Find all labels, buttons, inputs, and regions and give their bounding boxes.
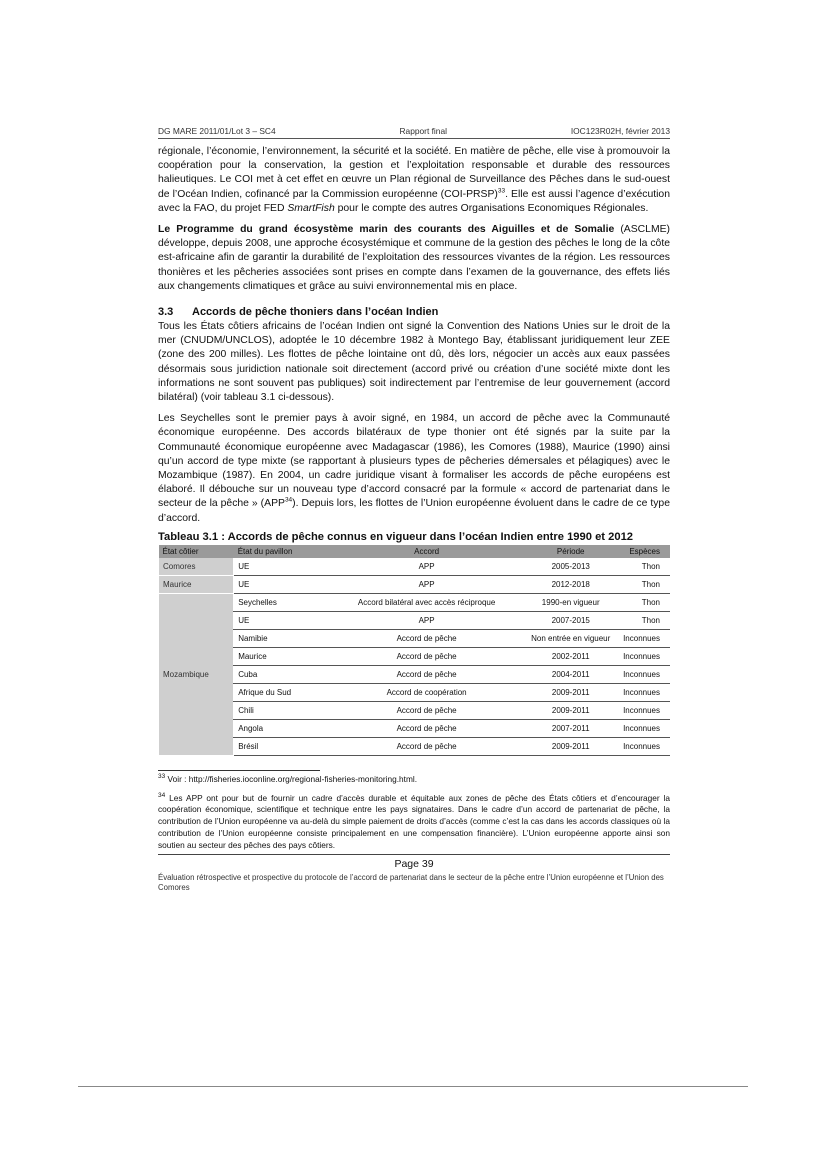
cell-flag: Cuba [234, 665, 331, 683]
cell-agreement: Accord de pêche [330, 647, 523, 665]
header-left: DG MARE 2011/01/Lot 3 – SC4 [158, 126, 276, 136]
footnote-34-number: 34 [158, 791, 166, 799]
cell-flag: Namibie [234, 629, 331, 647]
table-header-row [159, 545, 671, 558]
section-title: Accords de pêche thoniers dans l’océan Indien [192, 306, 439, 319]
table-row [159, 629, 671, 647]
paragraph-seychelles [158, 412, 670, 526]
col-header-flag-state: État du pavillon [234, 545, 331, 558]
cell-species: Inconnues [619, 701, 670, 719]
footnote-ref-34[interactable]: 34 [284, 497, 293, 504]
cell-flag: UE [234, 558, 331, 576]
table-row [159, 683, 671, 701]
cell-agreement: Accord de pêche [330, 629, 523, 647]
section-number: 3.3 [158, 306, 174, 319]
cell-agreement: Accord de pêche [330, 665, 523, 683]
footnote-34-text: Les APP ont pour but de fournir un cadre d’accès durable et équitable aux zones de pêche des États côtiers et d’encourager la coopération économique, scientifique et technique entre les pays signataires. Dans le cadre d’un accord de partenariat de pêche, la contribution de l’Union européenne va au-delà du simple paiement de droits d’accès (comme c’est la cas dans les accords classiques où la contribution de l’Union européenne consiste principalement en une compensation financière). L’Union européenne apporte ainsi son soutien au secteur des pêches des pays côtiers. [158, 792, 670, 850]
footnote-33-text: Voir : http://fisheries.ioconline.org/regional-fisheries-monitoring.html. [165, 773, 418, 784]
footnote-ref-33[interactable]: 33 [497, 187, 506, 195]
document-page [158, 126, 670, 893]
cell-species: Thon [619, 611, 670, 629]
cell-period: 2005-2013 [523, 558, 619, 576]
table-row [159, 593, 671, 611]
footnote-33 [158, 774, 670, 786]
footer-separator [158, 854, 670, 855]
cell-state: Comores [159, 558, 234, 576]
cell-species: Inconnues [619, 683, 670, 701]
cell-flag: Brésil [234, 737, 331, 755]
col-header-coastal-state: État côtier [159, 545, 234, 558]
col-header-agreement: Accord [330, 545, 523, 558]
cell-flag: UE [234, 575, 331, 593]
paragraph-coi-text-b: . Elle est aussi l’agence d’exécution avec la FAO, du projet FED [158, 188, 670, 214]
cell-agreement: Accord de pêche [330, 719, 523, 737]
cell-flag: UE [234, 611, 331, 629]
cell-agreement: APP [330, 558, 523, 576]
cell-period: 2012-2018 [523, 575, 619, 593]
paragraph-coi-text-a: régionale, l’économie, l’environnement, la sécurité et la société. En matière de pêche, elle vise à promouvoir la coopération pour la conservation, la gestion et l’exploitation responsable et durable des ressources halieutiques. Le COI met à cet effet en œuvre un Plan régional de Surveillance des Pêches dans le sud-ouest de l’Océan Indien, cofinancé par la Commission européenne (COI-PRSP) [158, 146, 670, 200]
header-center: Rapport final [399, 126, 447, 136]
cell-period: Non entrée en vigueur [523, 629, 619, 647]
table-row [159, 647, 671, 665]
cell-period: 2009-2011 [523, 701, 619, 719]
cell-period: 1990-en vigueur [523, 593, 619, 611]
paragraph-seychelles-text-a: Les Seychelles sont le premier pays à avoir signé, en 1984, un accord de pêche avec la Communauté économique européenne. Des accords bilatéraux de type thonier ont été signés par la suite par la Communauté économique européenne avec Madagascar (1986), les Comores (1988), Maurice (1990) ainsi qu’un accord de type mixte (se rapportant à plusieurs types de pêcheries démersales et pélagiques) avec le Mozambique (1987). En 2004, un cadre juridique visant à formaliser les accords de pêche européens est élaboré. Il débouche sur un nouveau type d’accord consacré par la formule « accord de partenariat dans le secteur de la pêche » (APP [158, 413, 670, 510]
header-right: IOC123R02H, février 2013 [570, 126, 670, 136]
table-row [159, 665, 671, 683]
cell-state: Maurice [159, 575, 234, 593]
agreements-table [158, 545, 670, 756]
cell-state-mozambique: Mozambique [159, 593, 234, 755]
col-header-period: Période [523, 545, 619, 558]
cell-period: 2007-2011 [523, 719, 619, 737]
cell-agreement: Accord de pêche [330, 701, 523, 719]
cell-agreement: Accord de pêche [330, 737, 523, 755]
cell-agreement: Accord bilatéral avec accès réciproque [330, 593, 523, 611]
cell-agreement: Accord de coopération [330, 683, 523, 701]
col-header-species: Espèces [619, 545, 670, 558]
cell-flag: Seychelles [234, 593, 331, 611]
paragraph-coi-text-c: pour le compte des autres Organisations Economiques Régionales. [334, 202, 649, 214]
footnote-34 [158, 793, 670, 852]
cell-period: 2007-2015 [523, 611, 619, 629]
table-row [159, 575, 671, 593]
cell-species: Thon [619, 593, 670, 611]
cell-species: Inconnues [619, 629, 670, 647]
table-caption: Tableau 3.1 : Accords de pêche connus en vigueur dans l’océan Indien entre 1990 et 2012 [158, 530, 634, 543]
page-header [158, 126, 670, 139]
page-number: Page 39 [394, 857, 434, 870]
table-row [159, 737, 671, 755]
cell-flag: Afrique du Sud [234, 683, 331, 701]
cell-period: 2009-2011 [523, 737, 619, 755]
footnote-33-number: 33 [158, 773, 166, 781]
section-heading [158, 306, 670, 318]
page-bottom-divider [78, 1086, 748, 1087]
footnote-separator [158, 770, 320, 771]
cell-species: Thon [619, 558, 670, 576]
cell-flag: Angola [234, 719, 331, 737]
cell-species: Inconnues [619, 737, 670, 755]
cell-flag: Maurice [234, 647, 331, 665]
cell-species: Thon [619, 575, 670, 593]
cell-flag: Chili [234, 701, 331, 719]
paragraph-unclos: Tous les États côtiers africains de l’océan Indien ont signé la Convention des Nations Unies sur le droit de la mer (CNUDM/UNCLOS), adoptée le 10 décembre 1982 à Montego Bay, établissant juridiquement leur ZEE (zone des 200 milles). Les flottes de pêche lointaine ont dû, dès lors, négocier un accès aux eaux passées désormais sous juridiction nationale soit directement (accord privé ou création d’une société mixte dont les informations ne sont souvent pas publiques) soit indirectement par l’entremise de leur gouvernement (accord bilatéral) (voir tableau 3.1 ci-dessous). [158, 321, 670, 404]
cell-period: 2004-2011 [523, 665, 619, 683]
cell-species: Inconnues [619, 647, 670, 665]
paragraph-coi [158, 145, 670, 216]
paragraph-seychelles-text-b: ). Depuis lors, les flottes de l’Union européenne évoluent dans le cadre de ce type d’accord. [158, 498, 670, 524]
cell-agreement: APP [330, 575, 523, 593]
table-row [159, 719, 671, 737]
table-row [159, 611, 671, 629]
table-row [159, 701, 671, 719]
paragraph-asclme-bold: Le Programme du grand écosystème marin des courants des Aiguilles et de Somalie [158, 224, 615, 236]
smartfish-italic: SmartFish [287, 202, 335, 214]
cell-species: Inconnues [619, 665, 670, 683]
paragraph-asclme [158, 223, 670, 294]
footer-text: Évaluation rétrospective et prospective du protocole de l’accord de partenariat dans le secteur de la pêche entre l’Union européenne et l’Union des Comores [158, 872, 664, 892]
cell-period: 2002-2011 [523, 647, 619, 665]
table-row [159, 558, 671, 576]
paragraph-asclme-text: (ASCLME) développe, depuis 2008, une approche écosystémique et commune de la gestion des pêches le long de la côte est-africaine afin de garantir la durabilité de l’exploitation des ressources vivantes de la région. Les ressources thonières et les pêcheries associées sont prises en compte dans l’examen de la gouvernance, des effets liés aux changements climatiques et grâce au suivi environnemental mis en place. [158, 224, 670, 292]
cell-agreement: APP [330, 611, 523, 629]
cell-period: 2009-2011 [523, 683, 619, 701]
cell-species: Inconnues [619, 719, 670, 737]
